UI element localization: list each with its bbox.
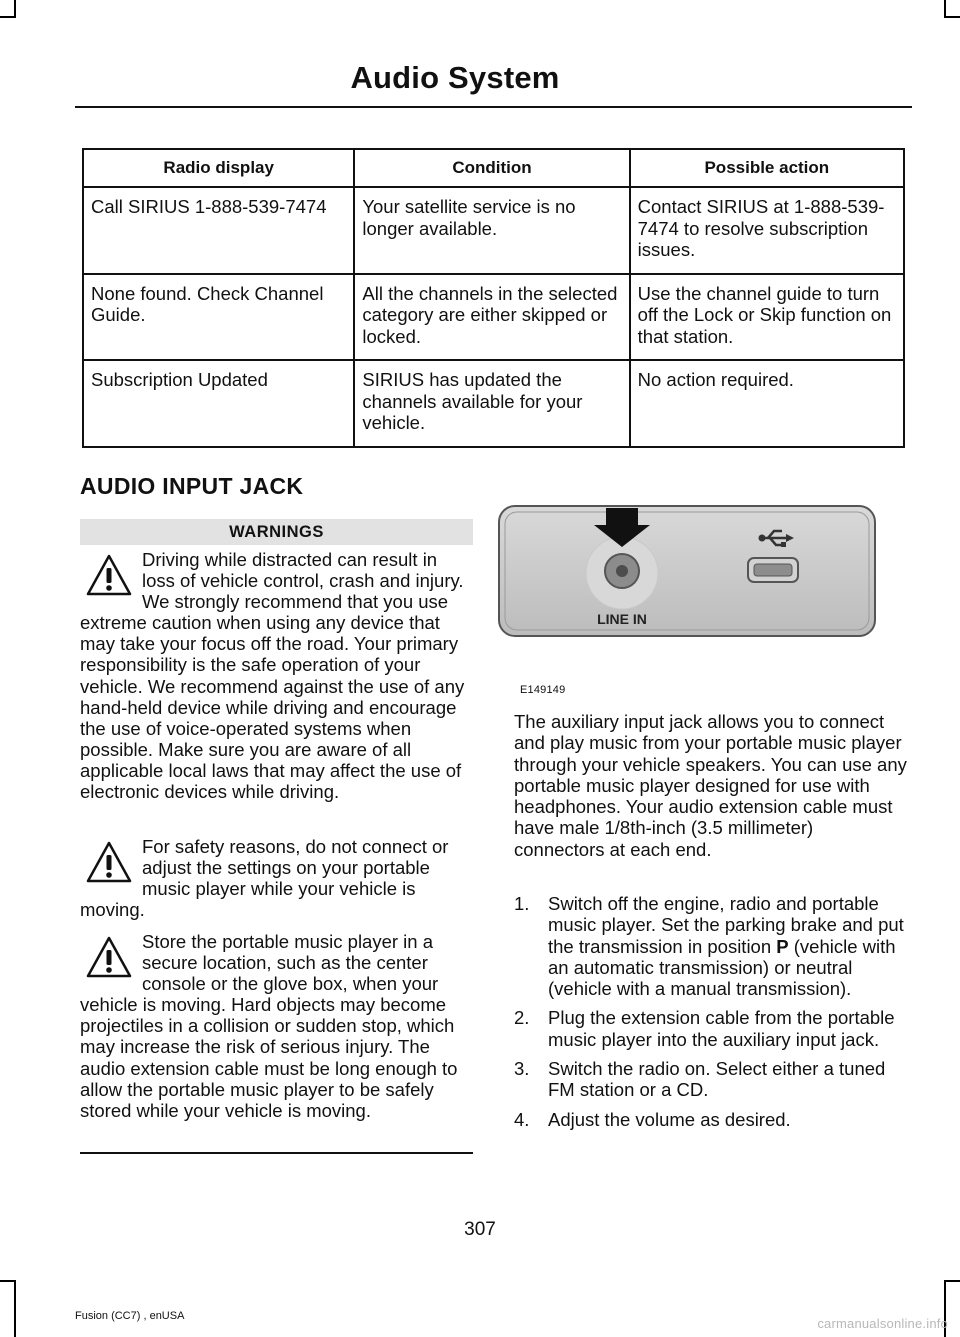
footer-model: Fusion (CC7) , enUSA	[75, 1310, 185, 1322]
intro-paragraph: The auxiliary input jack allows you to connect and play music from your portable music player through your vehicle speakers. You can use any portable music player designed for use with headphones. Your audio extension cable must have male 1/8th-inch (3.5 millimeter) connectors at each end.	[514, 711, 907, 860]
warning-block	[80, 549, 474, 802]
step-number: 3.	[514, 1058, 530, 1080]
table-cell: None found. Check Channel Guide.	[83, 274, 354, 361]
step-text: Switch off the engine, radio and portable music player. Set the parking brake and put the transmission in position	[548, 893, 904, 957]
column-header-condition: Condition	[354, 149, 629, 187]
warning-triangle-icon	[86, 935, 132, 979]
list-item	[514, 893, 908, 999]
warnings-end-divider	[80, 1152, 473, 1154]
step-text: Adjust the volume as desired.	[548, 1108, 791, 1130]
warning-text: Store the portable music player in a secure location, such as the center console or the glove box, when your vehicle is moving. Hard objects may become projectiles in a collision or sudden stop, which may increase the risk of serious injury. The audio extension cable must be long enough to allow the portable music player to be safely stored while your vehicle is moving.	[80, 931, 458, 1121]
step-emphasis: P	[776, 935, 789, 957]
step-number: 4.	[514, 1108, 530, 1130]
line-in-jack-illustration	[498, 505, 876, 637]
table-row	[83, 187, 904, 274]
crop-mark	[944, 16, 960, 18]
crop-mark	[0, 1280, 16, 1282]
warnings-heading: WARNINGS	[80, 519, 473, 545]
table-cell: Use the channel guide to turn off the Lock or Skip function on that station.	[630, 274, 904, 361]
crop-mark	[14, 1280, 16, 1337]
column-header-radio-display: Radio display	[83, 149, 354, 187]
warning-triangle-icon	[86, 840, 132, 884]
table-cell: Contact SIRIUS at 1-888-539-7474 to resolve subscription issues.	[630, 187, 904, 274]
section-heading: AUDIO INPUT JACK	[80, 473, 304, 499]
list-item	[514, 1109, 908, 1130]
page-title: Audio System	[350, 60, 560, 95]
step-number: 1.	[514, 893, 530, 914]
table-cell: Call SIRIUS 1-888-539-7474	[83, 187, 354, 274]
warning-block	[80, 836, 474, 920]
figure-code: E149149	[520, 684, 566, 696]
table-header-row	[83, 149, 904, 187]
step-text-tail: (vehicle with an automatic transmission) or neutral (vehicle with a manual transmission).	[548, 935, 896, 1000]
list-item	[514, 1007, 908, 1050]
table-cell: SIRIUS has updated the channels available for your vehicle.	[354, 360, 629, 447]
step-text: Plug the extension cable from the portable music player into the auxiliary input jack.	[548, 1007, 895, 1050]
table-row	[83, 274, 904, 361]
crop-mark	[944, 1280, 960, 1282]
header-divider	[75, 106, 912, 108]
column-header-possible-action: Possible action	[630, 149, 904, 187]
page-number: 307	[464, 1219, 496, 1240]
warning-text: For safety reasons, do not connect or adjust the settings on your portable music player while your vehicle is moving.	[80, 836, 449, 921]
panel-bezel	[499, 506, 875, 636]
warning-text: Driving while distracted can result in loss of vehicle control, crash and injury. We strongly recommend that you use extreme caution when using any device that may take your focus off the road. Your primary responsibility is the safe operation of your vehicle. We recommend against the use of any hand-held device while driving and encourage the use of voice-operated systems when possible. Make sure you are aware of all applicable local laws that may affect the use of electronic devices while driving.	[80, 549, 465, 803]
radio-message-table	[82, 148, 905, 448]
table-cell: No action required.	[630, 360, 904, 447]
steps-list	[514, 893, 908, 1138]
warning-triangle-icon	[86, 553, 132, 597]
warning-block	[80, 931, 474, 1121]
line-in-label: LINE IN	[597, 611, 647, 627]
table-cell: Your satellite service is no longer available.	[354, 187, 629, 274]
step-number: 2.	[514, 1007, 530, 1029]
crop-mark	[0, 16, 16, 18]
table-row	[83, 360, 904, 447]
list-item	[514, 1058, 908, 1101]
step-text: Switch the radio on. Select either a tuned FM station or a CD.	[548, 1058, 886, 1101]
table-cell: Subscription Updated	[83, 360, 354, 447]
watermark: carmanualsonline.info	[817, 1316, 948, 1331]
table-cell: All the channels in the selected category are either skipped or locked.	[354, 274, 629, 361]
